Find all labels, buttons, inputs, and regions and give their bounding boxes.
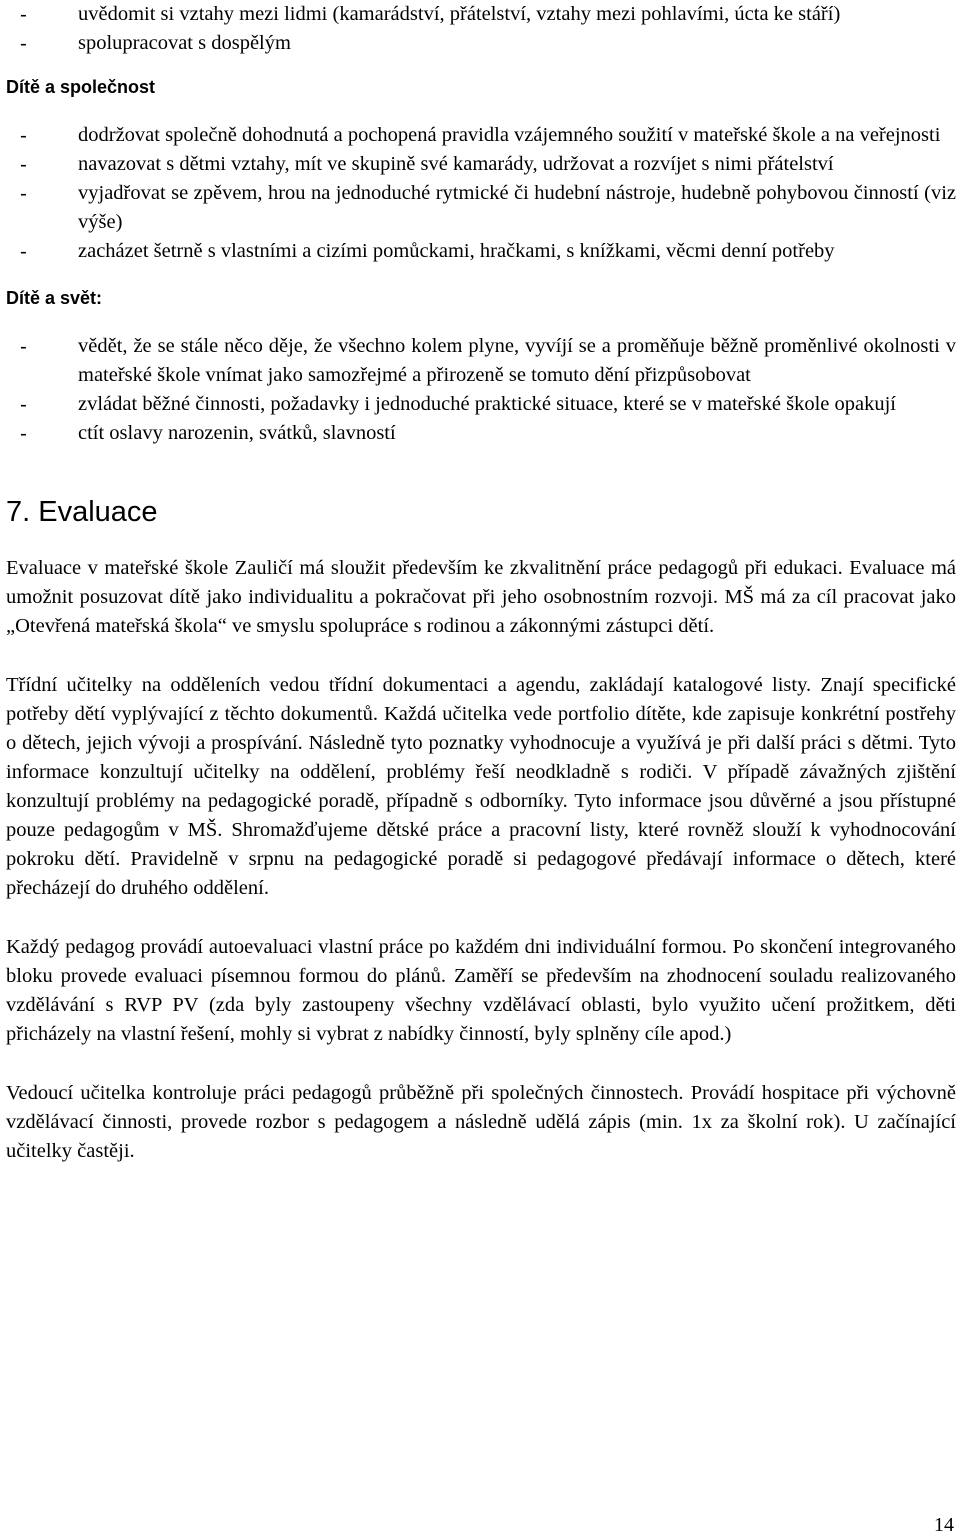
dash-bullet: -: [20, 422, 27, 445]
dash-bullet: -: [20, 153, 27, 176]
dash-bullet: -: [20, 3, 27, 26]
list-item: [6, 179, 956, 237]
list-item-text: uvědomit si vztahy mezi lidmi (kamarádství, přátelství, vztahy mezi pohlavími, úcta ke stáří): [78, 3, 841, 25]
section-heading-world: Dítě a svět:: [6, 288, 103, 308]
list-item: [6, 390, 956, 419]
list-item: [6, 237, 956, 266]
list-item: [6, 332, 956, 390]
list-item: [6, 121, 956, 150]
document-page: [6, 0, 956, 1166]
section-title-evaluation: 7. Evaluace: [6, 496, 158, 528]
dash-bullet: -: [20, 393, 27, 416]
list-item: [6, 419, 956, 448]
list-item: [6, 150, 956, 179]
list-item-text: ctít oslavy narozenin, svátků, slavností: [78, 422, 396, 444]
dash-bullet: -: [20, 182, 27, 205]
top-bullet-list: [6, 0, 956, 58]
paragraph: Třídní učitelky na odděleních vedou třídní dokumentaci a agendu, zakládají katalogové listy. Znají specifické potřeby dětí vyplývající z těchto dokumentů. Každá učitelka vede portfolio dítěte, kde zapisuje konkrétní postřehy o dětech, jejich vývoji a prospívání. Následně tyto poznatky vyhodnocuje a využívá je při další práci s dětmi. Tyto informace konzultují učitelky na oddělení, problémy řeší neodkladně s rodiči. V případě závažných zjištění konzultují problémy na pedagogické poradě, případně s odborníky. Tyto informace jsou důvěrné a jsou přístupné pouze pedagogům v MŠ. Shromažďujeme dětské práce a pracovní listy, které rovněž slouží k vyhodnocování pokroku dětí. Pravidelně v srpnu na pedagogické poradě si pedagogové předávají informace o dětech, které přecházejí do druhého oddělení.: [6, 674, 956, 899]
list-item-text: zvládat běžné činnosti, požadavky i jednoduché praktické situace, které se v mateřské škole opakují: [78, 393, 896, 415]
paragraph: Každý pedagog provádí autoevaluaci vlastní práce po každém dni individuální formou. Po skončení integrovaného bloku provede evaluaci písemnou formou do plánů. Zaměří se především na zhodnocení souladu realizovaného vzdělávání s RVP PV (zda byly zastoupeny všechny vzdělávací oblasti, bylo využito učení prožitkem, děti přicházely na vlastní řešení, mohly si vybrat z nabídky činností, byly splněny cíle apod.): [6, 936, 956, 1045]
paragraph: Vedoucí učitelka kontroluje práci pedagogů průběžně při společných činnostech. Provádí hospitace při výchovně vzdělávací činnosti, provede rozbor s pedagogem a následně udělá zápis (min. 1x za školní rok). U začínající učitelky častěji.: [6, 1082, 956, 1162]
list-item-text: vyjadřovat se zpěvem, hrou na jednoduché rytmické či hudební nástroje, hudebně pohybovou činností (viz výše): [78, 182, 956, 233]
dash-bullet: -: [20, 124, 27, 147]
society-bullet-list: [6, 121, 956, 266]
dash-bullet: -: [20, 335, 27, 358]
list-item-text: zacházet šetrně s vlastními a cizími pomůckami, hračkami, s knížkami, věcmi denní potřeby: [78, 240, 835, 262]
dash-bullet: -: [20, 240, 27, 263]
world-bullet-list: [6, 332, 956, 448]
list-item-text: dodržovat společně dohodnutá a pochopená pravidla vzájemného soužití v mateřské škole a na veřejnosti: [78, 124, 941, 146]
paragraph: Evaluace v mateřské škole Zauličí má sloužit především ke zkvalitnění práce pedagogů při edukaci. Evaluace má umožnit posuzovat dítě jako individualitu a pokračovat při jeho osobnostním rozvoji. MŠ má za cíl pracovat jako „Otevřená mateřská škola“ ve smyslu spolupráce s rodinou a zákonnými zástupci dětí.: [6, 557, 956, 637]
page-number: 14: [934, 1514, 954, 1536]
section-heading-society: Dítě a společnost: [6, 77, 156, 97]
list-item-text: vědět, že se stále něco děje, že všechno kolem plyne, vyvíjí se a proměňuje běžně proměnlivé okolnosti v mateřské škole vnímat jako samozřejmé a přirozeně se tomuto dění přizpůsobovat: [78, 335, 956, 386]
list-item: [6, 0, 956, 29]
list-item: [6, 29, 956, 58]
list-item-text: navazovat s dětmi vztahy, mít ve skupině své kamarády, udržovat a rozvíjet s nimi přátelství: [78, 153, 834, 175]
list-item-text: spolupracovat s dospělým: [78, 32, 291, 54]
dash-bullet: -: [20, 32, 27, 55]
